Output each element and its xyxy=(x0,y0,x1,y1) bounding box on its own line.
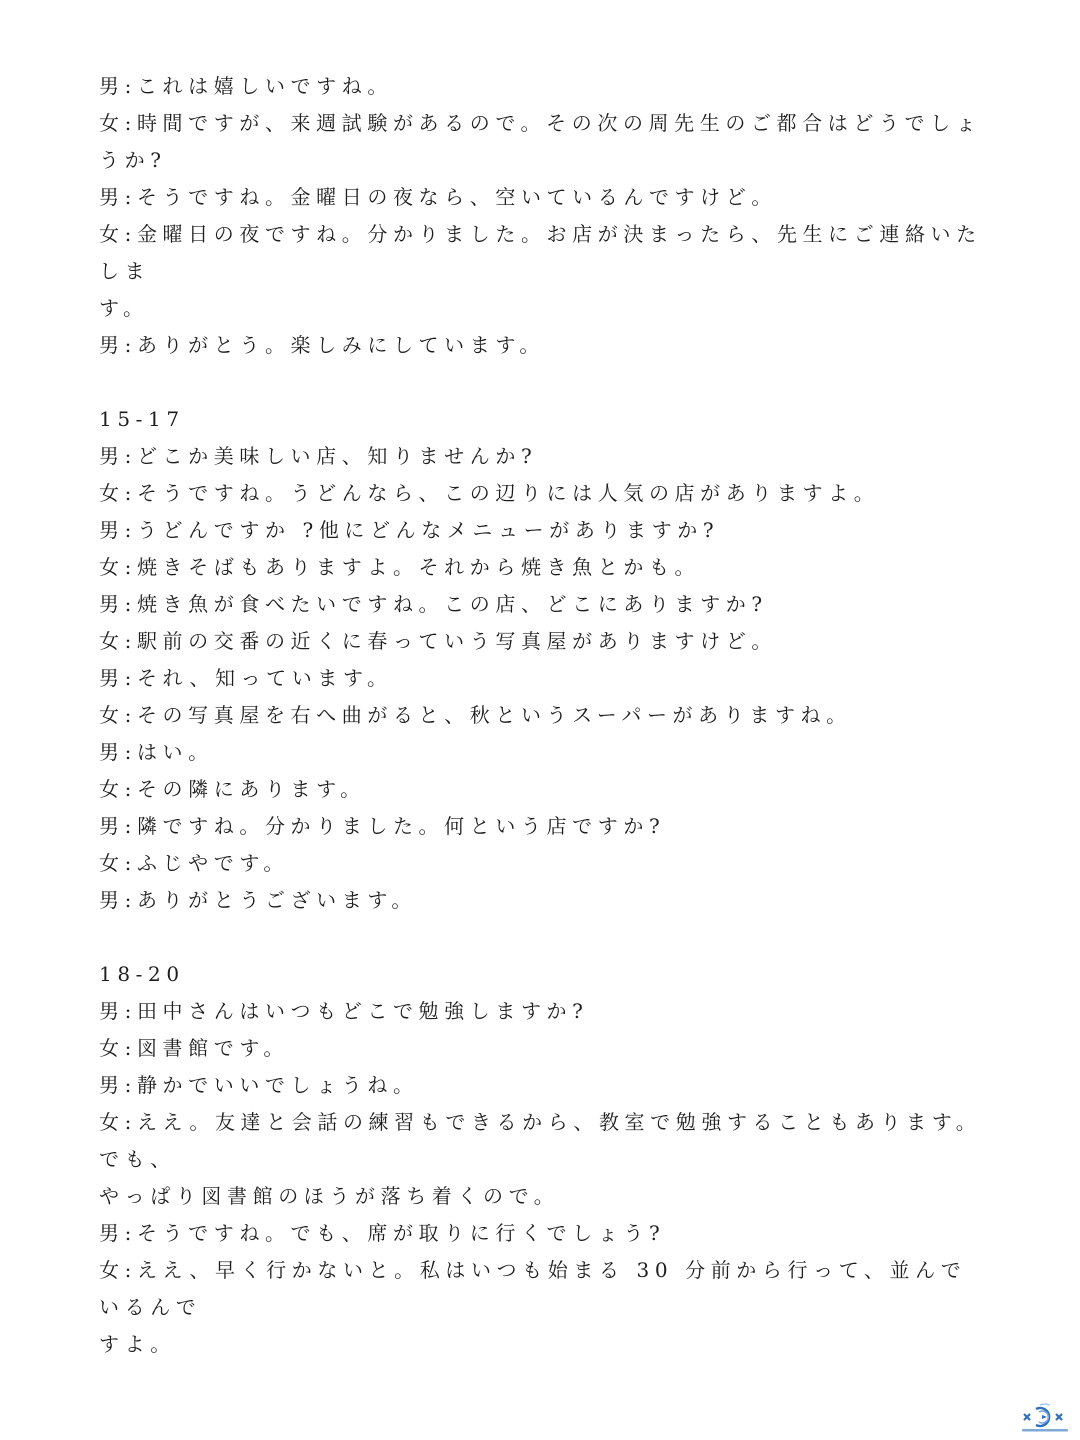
dialogue-line: やっぱり図書館のほうが落ち着くので。 xyxy=(99,1184,560,1208)
dialogue-line: 女:その隣にあります。 xyxy=(99,777,366,801)
dialogue-line: 男:焼き魚が食べたいですね。この店、どこにありますか? xyxy=(99,592,768,616)
section-heading: 18-20 xyxy=(99,962,185,986)
dialogue-line: 女:ええ、早く行かないと。私はいつも始まる 30 分前から行って、並んでいるんで xyxy=(99,1258,967,1319)
transcript-page xyxy=(99,68,989,1363)
dialogue-line: 男:ありがとう。楽しみにしています。 xyxy=(99,333,545,357)
dialogue-line: 男:はい。 xyxy=(99,740,214,764)
dialogue-line: 男:それ、知っています。 xyxy=(99,666,393,690)
section-spacer xyxy=(99,919,989,956)
dialogue-section-18-20 xyxy=(99,956,989,1363)
dialogue-line: 男:隣ですね。分かりました。何という店ですか? xyxy=(99,814,666,838)
dialogue-line: 女:駅前の交番の近くに春っていう写真屋がありますけど。 xyxy=(99,629,777,653)
dialogue-line: 男:うどんですか ?他にどんなメニューがありますか? xyxy=(99,518,720,542)
dialogue-line: 女:ええ。友達と会話の練習もできるから、教室で勉強することもあります。でも、 xyxy=(99,1110,982,1171)
section-spacer xyxy=(99,364,989,401)
dialogue-line: 女:時間ですが、来週試験があるので。その次の周先生のご都合はどうでしょうか? xyxy=(99,111,982,172)
dialogue-line: 女:焼きそばもありますよ。それから焼き魚とかも。 xyxy=(99,555,701,579)
dialogue-line: 男:田中さんはいつもどこで勉強しますか? xyxy=(99,999,589,1023)
watermark-logo xyxy=(1020,1400,1070,1434)
dialogue-line: 男:これは嬉しいですね。 xyxy=(99,74,393,98)
dialogue-line: 男:ありがとうございます。 xyxy=(99,888,417,912)
section-heading: 15-17 xyxy=(99,407,185,431)
dialogue-line: 女:図書館です。 xyxy=(99,1036,289,1060)
dialogue-line: 男:どこか美味しい店、知りませんか? xyxy=(99,444,538,468)
dialogue-line: 女:そうですね。うどんなら、この辺りには人気の店がありますよ。 xyxy=(99,481,880,505)
dialogue-section-15-17 xyxy=(99,401,989,919)
dialogue-line: 男:そうですね。金曜日の夜なら、空いているんですけど。 xyxy=(99,185,777,209)
dialogue-line: 女:その写真屋を右へ曲がると、秋というスーパーがありますね。 xyxy=(99,703,852,727)
dialogue-line: すよ。 xyxy=(99,1332,176,1356)
dialogue-line: 男:静かでいいでしょうね。 xyxy=(99,1073,419,1097)
dialogue-line: 女:金曜日の夜ですね。分かりました。お店が決まったら、先生にご連絡いたしま xyxy=(99,222,982,283)
dialogue-line: 女:ふじやです。 xyxy=(99,851,289,875)
dialogue-line: 男:そうですね。でも、席が取りに行くでしょう? xyxy=(99,1221,666,1245)
dialogue-section-1 xyxy=(99,68,989,364)
dialogue-line: す。 xyxy=(99,296,149,320)
